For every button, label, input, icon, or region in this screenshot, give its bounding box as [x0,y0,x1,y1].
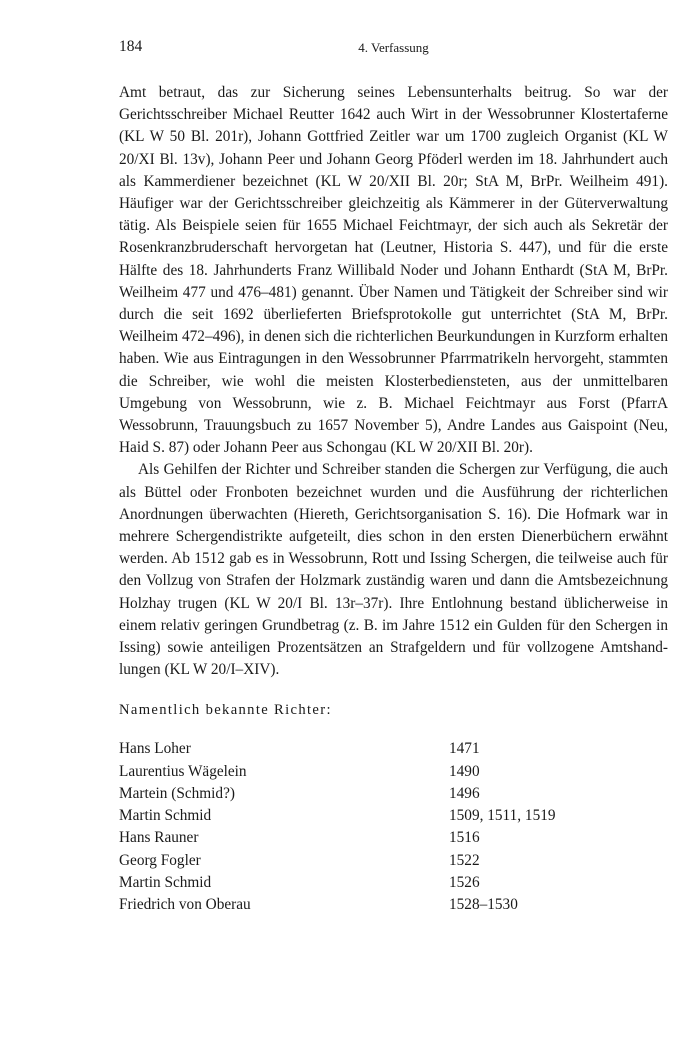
judge-name: Friedrich von Oberau [119,895,251,913]
judge-name: Hans Loher [119,740,191,758]
judges-heading: Namentlich bekannte Richter: [119,702,332,719]
judges-list [119,738,668,916]
judge-row [119,738,668,760]
judge-name: Martin Schmid [119,873,212,891]
judge-years: 1526 [449,873,480,891]
judge-years: 1471 [449,740,480,758]
judge-row [119,894,668,916]
judge-years: 1528–1530 [449,895,518,913]
judge-name: Hans Rauner [119,829,199,847]
paragraph-bailiffs: Als Gehilfen der Richter und Schreiber standen die Schergen zur Verfügung, die auch als Büttel oder Fronboten bezeichnet wurden und die Ausführung der richterlichen Anordnungen überwachten (Hiereth, Gerichtsorganisation S. 16). Die Hofmark war in mehrere Schergendistrikte aufgeteilt, dies schon in den ersten Dienerbüchern erwähnt werden. Ab 1512 gab es in Wessobrunn, Rott und Issing Schergen, die teilweise auch für den Vollzug von Strafen der Holzmark zuständig waren und dann die Amtsbezeichnung Holzhay trugen (KL W 20/I Bl. 13r–37r). Ihre Entlohnung bestand üblicherweise in einem relativ geringen Grundbetrag (z. B. im Jahre 1512 ein Gulden für den Schergen in Issing) sowie anteiligen Prozentsätzen an Strafgeldern und für vollzogene Amtshandlungen (KL W 20/I–XIV). [119,461,668,679]
page-number: 184 [119,38,143,55]
body-text [119,82,668,681]
judge-years: 1496 [449,784,480,802]
judge-row [119,850,668,872]
book-page [119,38,668,916]
judge-years: 1522 [449,851,480,869]
judge-name: Georg Fogler [119,851,201,869]
running-head [119,38,668,60]
judge-years: 1516 [449,829,480,847]
judge-row [119,872,668,894]
judge-row [119,761,668,783]
judge-row [119,805,668,827]
judge-row [119,783,668,805]
judge-name: Laurentius Wägelein [119,762,247,780]
judge-years: 1490 [449,762,480,780]
judge-name: Martein (Schmid?) [119,784,235,802]
judge-row [119,827,668,849]
chapter-title: 4. Verfassung [358,40,429,55]
judge-years: 1509, 1511, 1519 [449,807,556,825]
paragraph-scribes: Amt betraut, das zur Sicherung seines Lebensunterhalts beitrug. So war der Gerichtsschreiber Michael Reutter 1642 auch Wirt in der Wessobrunner Klostertaferne (KL W 50 Bl. 201r), Johann Gottfried Zeitler war um 1700 zugleich Organist (KL W 20/XI Bl. 13v), Johann Peer und Johann Georg Pföderl werden im 18. Jahrhundert auch als Kammerdiener bezeichnet (KL W 20/XII Bl. 20r; StA M, BrPr. Weilheim 491). Häufiger war der Gerichtsschreiber gleichzeitig als Kämmerer in der Güterverwaltung tätig. Als Beispiele seien für 1655 Michael Feichtmayr, der sich auch als Sekretär der Rosenkranzbruderschaft hervorgetan hat (Leutner, Historia S. 447), und für die erste Hälfte des 18. Jahrhunderts Franz Willibald Noder und Johann Enthardt (StA M, BrPr. Weilheim 477 und 476–481) genannt. Über Namen und Tätigkeit der Schreiber sind wir durch die seit 1692 überlieferten Briefsprotokolle gut unterrichtet (StA M, BrPr. Weilheim 472–496), in denen sich die richterlichen Beurkundungen in Kurzform erhalten haben. Wie aus Eintragungen in den Wessobrunner Pfarrmatrikeln hervorgeht, stammten die Schreiber, wie wohl die meisten Klosterbediensteten, aus der unmittelbaren Umgebung von Wessobrunn, wie z. B. Michael Feichtmayr aus Forst (PfarrA Wessobrunn, Trauungsbuch zu 1657 November 5), Andre Landes aus Gaispoint (Neu, Haid S. 87) oder Johann Peer aus Schongau (KL W 20/XII Bl. 20r). [119,84,668,457]
judge-name: Martin Schmid [119,807,212,825]
